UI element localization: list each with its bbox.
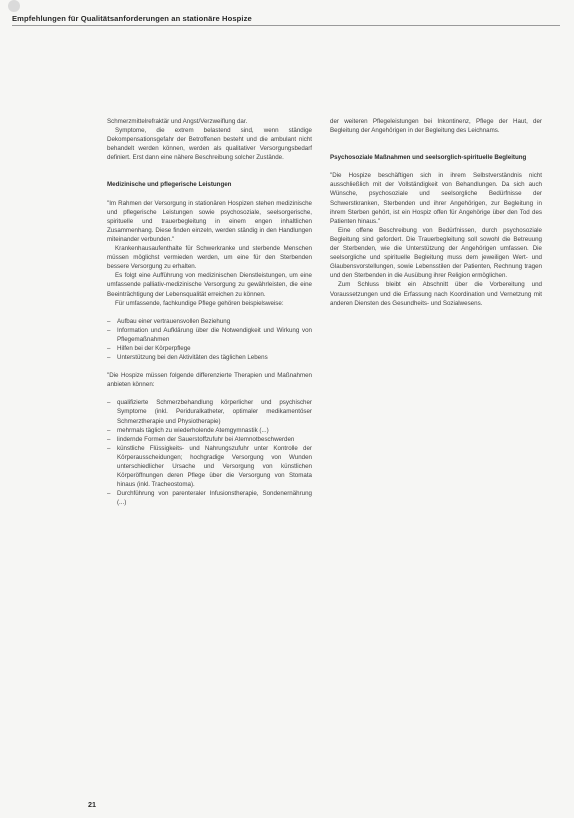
list-item: – lindernde Formen der Sauerstoffzufuhr bei Atemnotbeschwerden <box>107 435 312 444</box>
page-number: 21 <box>88 800 96 809</box>
care-list <box>107 317 312 362</box>
list-item: – Information und Aufklärung über die Notwendigkeit und Wirkung von Pflegemaßnahmen <box>107 326 312 344</box>
right-paragraph-1: "Die Hospize beschäftigen sich in ihrem Selbstverständnis nicht ausschließlich mit der Vollständigkeit von Behandlungen. Da sich auch Wünsche, psychosoziale und seelsorgliche Bedürfnisse der Schwerstkranken, Sterbenden und ihrer Angehörigen, zur Begleitung in ihrem Sterben gehört, ist ein Hospiz offen für Angehörige über den Tod des Patienten hinaus." <box>330 172 542 225</box>
section-heading-psychosocial: Psychosoziale Maßnahmen und seelsorglich-spirituelle Begleitung <box>330 154 527 162</box>
header-divider <box>12 25 560 26</box>
list-item: – qualifizierte Schmerzbehandlung körperlicher und psychischer Symptome (inkl. Periduralkatheter, optimaler medikamentöser Schmerztherapie und Physiotherapie) <box>107 398 312 425</box>
left-intro-2: Symptome, die extrem belastend sind, wenn ständige Dekompensationsgefahr der Betroffenen besteht und die ambulant nicht behandelt werden können, werden als qualitativer Versorgungsbedarf definiert. Erst dann eine nähere Beschreibung solcher Zustände. <box>107 127 312 162</box>
running-header: Empfehlungen für Qualitätsanforderungen an stationäre Hospize <box>12 14 252 23</box>
left-intro-1: Schmerzmittelrefraktär und Angst/Verzweiflung dar. <box>107 118 248 125</box>
right-column <box>330 117 542 308</box>
left-paragraph-2: Krankenhausaufenthalte für Schwerkranke und sterbende Menschen müssen möglichst vermieden werden, um eine für den Sterbenden bessere Versorgung zu erhalten. <box>107 245 312 271</box>
right-paragraph-3: Zum Schluss bleibt ein Abschnitt über die Vorbereitung und Voraussetzungen und die Erfassung nach Koordination und Vernetzung mit anderen Diensten des Gesundheits- und Sozialwesens. <box>330 281 542 307</box>
therapy-list <box>107 398 312 507</box>
left-column <box>107 117 312 507</box>
list-item: – Hilfen bei der Körperpflege <box>107 344 312 353</box>
left-quote: "Die Hospize müssen folgende differenzierte Therapien und Maßnahmen anbieten können: <box>107 372 312 389</box>
left-paragraph-4: Für umfassende, fachkundige Pflege gehören beispielsweise: <box>115 299 284 307</box>
right-paragraph-2: Eine offene Beschreibung von Bedürfnissen, durch psychosoziale Begleitung sind gefordert. Die Trauerbegleitung soll sowohl die Betreuung der Sterbenden, wie die Unterstützung der Angehörigen umfassen. Die seelsorgliche und spirituelle Begleitung muss dem jeweiligen Wert- und Glaubensvorstellungen, sowie Lebensstilen der Patienten, Rechnung tragen und den Sterbenden in die Ausübung ihrer Religion ermöglichen. <box>330 226 542 280</box>
list-item: – Aufbau einer vertrauensvollen Beziehung <box>107 317 312 326</box>
list-item: – künstliche Flüssigkeits- und Nahrungszufuhr unter Kontrolle der Körperausscheidungen; hochgradige Versorgung von Wunden unterschiedlicher Ursache und Versorgung von künstlichen Körperöffnungen deren Pflege über die Versorgung von Stomata hinaus (inkl. Tracheostoma). <box>107 444 312 489</box>
list-item: – Durchführung von parenteraler Infusionstherapie, Sondenernährung (...) <box>107 489 312 507</box>
list-item: – mehrmals täglich zu wiederholende Atemgymnastik (...) <box>107 426 312 435</box>
left-paragraph-3: Es folgt eine Aufführung von medizinischen Dienstleistungen, um eine umfassende palliativ-medizinische Versorgung zu gewährleisten, die eine Beeinträchtigung der Lebensqualität erreichen zu können. <box>107 272 312 298</box>
right-intro: der weiteren Pflegeleistungen bei Inkontinenz, Pflege der Haut, der Begleitung der Angehörigen in der Begleitung des Leichnams. <box>330 118 542 135</box>
left-paragraph-1: "Im Rahmen der Versorgung in stationären Hospizen stehen medizinische und pflegerische Leistungen sowie psychosoziale, seelsorgerische, spirituelle und trauerbegleitung in einem engen inhaltlichen Zusammenhang. Diese finden einzeln, werden ständig in den Handlungen miteinander verbunden." <box>107 199 312 243</box>
scan-hole-mark <box>8 0 20 12</box>
list-item: – Unterstützung bei den Aktivitäten des täglichen Lebens <box>107 353 312 362</box>
section-heading-medical: Medizinische und pflegerische Leistungen <box>107 181 232 189</box>
